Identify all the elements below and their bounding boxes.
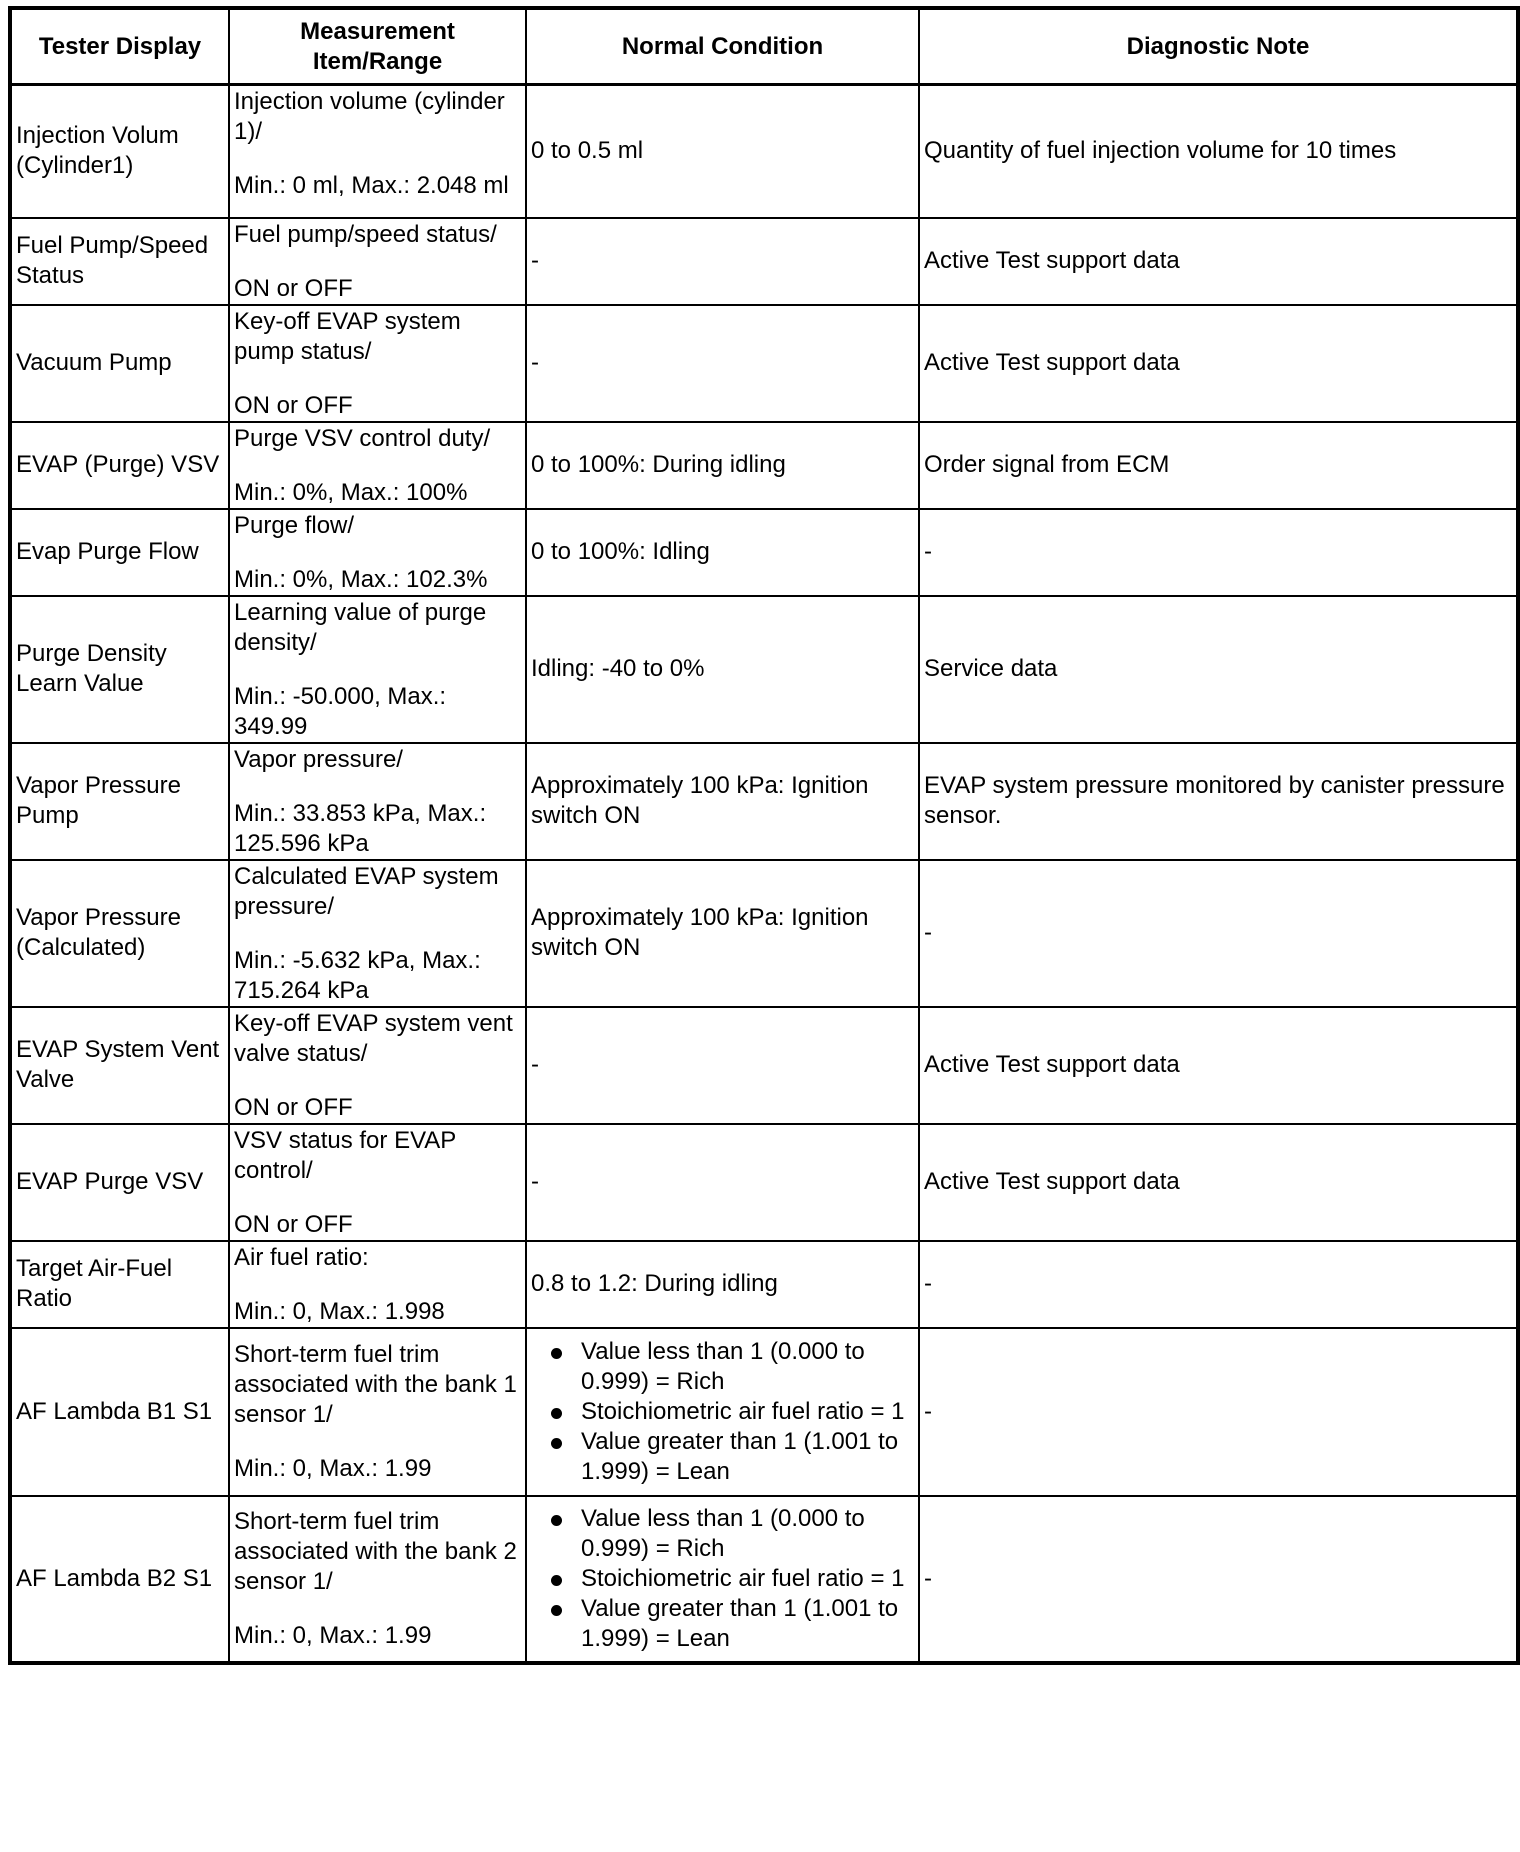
list-item: Stoichiometric air fuel ratio = 1 — [531, 1564, 914, 1594]
measurement-range: ON or OFF — [234, 391, 353, 419]
cell-tester-display: Evap Purge Flow — [10, 509, 229, 596]
table-row — [10, 860, 1518, 1007]
cell-tester-display: EVAP Purge VSV — [10, 1124, 229, 1241]
cell-diagnostic-note: - — [919, 1496, 1518, 1663]
table-row — [10, 509, 1518, 596]
cell-diagnostic-note: - — [919, 509, 1518, 596]
measurement-range: Min.: 0, Max.: 1.99 — [234, 1622, 432, 1649]
list-item: Value greater than 1 (1.001 to 1.999) = Lean — [531, 1594, 914, 1654]
header-measurement-item-range: Measurement Item/Range — [229, 8, 526, 85]
cell-measurement-item-range — [229, 1328, 526, 1496]
measurement-item: Vapor pressure/ — [234, 745, 403, 773]
list-item: Value greater than 1 (1.001 to 1.999) = Lean — [531, 1427, 914, 1487]
cell-tester-display: Purge Density Learn Value — [10, 596, 229, 743]
measurement-item: Key-off EVAP system pump status/ — [234, 307, 461, 365]
normal-condition-list — [531, 1504, 914, 1654]
cell-normal-condition — [526, 1328, 919, 1496]
data-list-table — [8, 6, 1520, 1665]
cell-diagnostic-note: EVAP system pressure monitored by canister pressure sensor. — [919, 743, 1518, 860]
measurement-range: Min.: 0%, Max.: 102.3% — [234, 565, 488, 593]
measurement-range: Min.: 0%, Max.: 100% — [234, 478, 468, 506]
measurement-spacer — [234, 922, 521, 946]
measurement-spacer — [234, 454, 521, 478]
measurement-spacer — [234, 775, 521, 799]
cell-normal-condition: - — [526, 218, 919, 305]
table-row — [10, 1496, 1518, 1663]
cell-normal-condition — [526, 1496, 919, 1663]
cell-normal-condition: - — [526, 1007, 919, 1124]
measurement-item: Calculated EVAP system pressure/ — [234, 862, 499, 920]
header-tester-display: Tester Display — [10, 8, 229, 85]
measurement-spacer — [234, 541, 521, 565]
cell-tester-display: Target Air-Fuel Ratio — [10, 1241, 229, 1328]
table-row — [10, 1241, 1518, 1328]
cell-diagnostic-note: Active Test support data — [919, 1124, 1518, 1241]
measurement-item: Air fuel ratio: — [234, 1243, 369, 1271]
measurement-spacer — [234, 1069, 521, 1093]
cell-diagnostic-note: Active Test support data — [919, 305, 1518, 422]
cell-normal-condition: 0 to 100%: During idling — [526, 422, 919, 509]
measurement-spacer — [234, 250, 521, 274]
table-header — [10, 8, 1518, 85]
list-item: Value less than 1 (0.000 to 0.999) = Rich — [531, 1504, 914, 1564]
cell-normal-condition: - — [526, 1124, 919, 1241]
table-row — [10, 596, 1518, 743]
data-list-table-wrapper — [8, 6, 1516, 1665]
cell-normal-condition: 0 to 0.5 ml — [526, 85, 919, 218]
cell-normal-condition: 0 to 100%: Idling — [526, 509, 919, 596]
cell-tester-display: Fuel Pump/Speed Status — [10, 218, 229, 305]
cell-diagnostic-note: Quantity of fuel injection volume for 10 times — [919, 85, 1518, 218]
header-diagnostic-note: Diagnostic Note — [919, 8, 1518, 85]
cell-tester-display: AF Lambda B2 S1 — [10, 1496, 229, 1663]
cell-tester-display: Vacuum Pump — [10, 305, 229, 422]
measurement-item: Learning value of purge density/ — [234, 598, 487, 656]
measurement-range: Min.: 33.853 kPa, Max.: 125.596 kPa — [234, 799, 487, 857]
measurement-item: Fuel pump/speed status/ — [234, 220, 497, 248]
cell-tester-display: EVAP (Purge) VSV — [10, 422, 229, 509]
measurement-item: Key-off EVAP system vent valve status/ — [234, 1009, 513, 1067]
cell-tester-display: AF Lambda B1 S1 — [10, 1328, 229, 1496]
measurement-range: Min.: 0, Max.: 1.99 — [234, 1455, 432, 1482]
table-row — [10, 422, 1518, 509]
header-normal-condition: Normal Condition — [526, 8, 919, 85]
measurement-spacer — [234, 658, 521, 682]
measurement-range: Min.: -5.632 kPa, Max.: 715.264 kPa — [234, 946, 481, 1004]
cell-measurement-item-range — [229, 1007, 526, 1124]
cell-normal-condition: 0.8 to 1.2: During idling — [526, 1241, 919, 1328]
measurement-range: ON or OFF — [234, 1093, 353, 1121]
cell-normal-condition: Idling: -40 to 0% — [526, 596, 919, 743]
table-row — [10, 305, 1518, 422]
measurement-spacer — [234, 1273, 521, 1297]
cell-measurement-item-range — [229, 1241, 526, 1328]
cell-measurement-item-range — [229, 860, 526, 1007]
cell-tester-display: Vapor Pressure (Calculated) — [10, 860, 229, 1007]
measurement-spacer — [234, 147, 521, 171]
measurement-item: VSV status for EVAP control/ — [234, 1126, 456, 1184]
header-row — [10, 8, 1518, 85]
list-item: Value less than 1 (0.000 to 0.999) = Rich — [531, 1337, 914, 1397]
measurement-item: Short-term fuel trim associated with the bank 1 sensor 1/ — [234, 1341, 517, 1428]
cell-normal-condition: Approximately 100 kPa: Ignition switch ON — [526, 860, 919, 1007]
cell-diagnostic-note: Active Test support data — [919, 1007, 1518, 1124]
measurement-spacer — [234, 1597, 521, 1621]
measurement-item: Short-term fuel trim associated with the bank 2 sensor 1/ — [234, 1508, 517, 1595]
measurement-range: Min.: -50.000, Max.: 349.99 — [234, 682, 447, 740]
measurement-range: ON or OFF — [234, 274, 353, 302]
cell-normal-condition: - — [526, 305, 919, 422]
cell-tester-display: Vapor Pressure Pump — [10, 743, 229, 860]
measurement-spacer — [234, 1186, 521, 1210]
table-body — [10, 85, 1518, 1663]
cell-measurement-item-range — [229, 305, 526, 422]
measurement-item: Injection volume (cylinder 1)/ — [234, 88, 505, 145]
cell-tester-display: Injection Volum (Cylinder1) — [10, 85, 229, 218]
table-row — [10, 218, 1518, 305]
list-item: Stoichiometric air fuel ratio = 1 — [531, 1397, 914, 1427]
measurement-spacer — [234, 367, 521, 391]
cell-diagnostic-note: Order signal from ECM — [919, 422, 1518, 509]
cell-measurement-item-range — [229, 422, 526, 509]
table-row — [10, 1124, 1518, 1241]
table-row — [10, 1328, 1518, 1496]
cell-measurement-item-range — [229, 218, 526, 305]
cell-measurement-item-range — [229, 85, 526, 218]
normal-condition-list — [531, 1337, 914, 1487]
cell-diagnostic-note: - — [919, 1328, 1518, 1496]
cell-diagnostic-note: - — [919, 860, 1518, 1007]
measurement-range: Min.: 0 ml, Max.: 2.048 ml — [234, 172, 509, 199]
cell-measurement-item-range — [229, 743, 526, 860]
measurement-range: ON or OFF — [234, 1210, 353, 1238]
cell-diagnostic-note: Active Test support data — [919, 218, 1518, 305]
measurement-item: Purge VSV control duty/ — [234, 424, 491, 452]
cell-diagnostic-note: - — [919, 1241, 1518, 1328]
cell-measurement-item-range — [229, 509, 526, 596]
cell-measurement-item-range — [229, 1124, 526, 1241]
measurement-range: Min.: 0, Max.: 1.998 — [234, 1297, 445, 1325]
cell-measurement-item-range — [229, 1496, 526, 1663]
measurement-item: Purge flow/ — [234, 511, 355, 539]
cell-normal-condition: Approximately 100 kPa: Ignition switch ON — [526, 743, 919, 860]
cell-measurement-item-range — [229, 596, 526, 743]
table-row — [10, 85, 1518, 218]
table-row — [10, 1007, 1518, 1124]
cell-diagnostic-note: Service data — [919, 596, 1518, 743]
measurement-spacer — [234, 1430, 521, 1454]
table-row — [10, 743, 1518, 860]
cell-tester-display: EVAP System Vent Valve — [10, 1007, 229, 1124]
